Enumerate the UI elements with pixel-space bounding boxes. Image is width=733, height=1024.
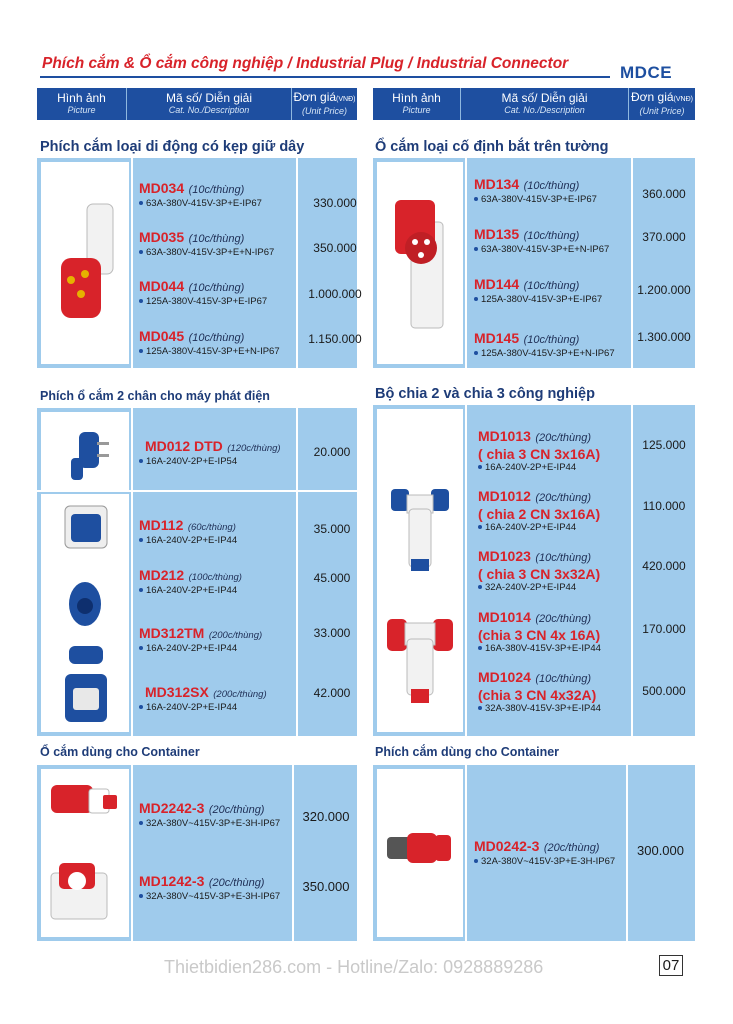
header-price: Đơn giá(VNĐ) (Unit Price) <box>630 90 693 116</box>
price: 350.000 <box>313 241 357 255</box>
price: 1.200.000 <box>637 283 691 297</box>
list-item: MD1012 (20c/thùng) ( chia 2 CN 3x16A) 16A-240V-2P+E-IP44 <box>478 488 601 533</box>
list-item: MD044 (10c/thùng) 125A-380V-415V-3P+E-IP67 <box>139 278 268 307</box>
header-picture: Hình ảnh Picture <box>37 88 127 120</box>
section-title-portable-plug: Phích cắm loại di động có kẹp giữ dây <box>40 139 305 155</box>
socket-group-icon <box>41 494 129 732</box>
price: 350.000 <box>302 879 350 894</box>
page-title: Phích cắm & Ổ cắm công nghiệp / Industrial Plug / Industrial Connector <box>42 55 569 72</box>
product-image <box>41 769 129 937</box>
list-item: MD312SX (200c/thùng) 16A-240V-2P+E-IP44 <box>139 684 267 714</box>
list-item: MD012 DTD (120c/thùng) 16A-240V-2P+E-IP54 <box>139 438 281 468</box>
price: 33.000 <box>313 626 351 640</box>
list-item: MD112 (60c/thùng) 16A-240V-2P+E-IP44 <box>139 517 238 546</box>
price: 360.000 <box>642 187 686 201</box>
title-underline <box>40 76 610 78</box>
price: 420.000 <box>642 559 686 573</box>
header-description: Mã số/ Diễn giải Cat. No./Description <box>461 88 629 120</box>
list-item: MD1013 (20c/thùng) ( chia 3 CN 3x16A) 16A-240V-2P+E-IP44 <box>478 428 601 473</box>
product-image <box>377 162 463 364</box>
list-item: MD144 (10c/thùng) 125A-380V-415V-3P+E-IP67 <box>474 276 603 305</box>
product-image <box>377 409 463 732</box>
list-item: MD2242-3 (20c/thùng) 32A-380V~415V-3P+E-3H-IP67 <box>139 800 281 829</box>
product-image <box>41 494 129 732</box>
page-number: 07 <box>659 955 683 976</box>
list-item: MD1242-3 (20c/thùng) 32A-380V~415V-3P+E-3H-IP67 <box>139 873 281 902</box>
product-image <box>41 412 129 490</box>
list-item: MD1024 (10c/thùng) (chia 3 CN 4x32A) 32A-380V-415V-3P+E-IP44 <box>478 669 601 714</box>
header-picture: Hình ảnh Picture <box>373 88 461 120</box>
list-item: MD1014 (20c/thùng) (chia 3 CN 4x 16A) 16A-380V-415V-3P+E-IP44 <box>478 609 601 654</box>
price: 330.000 <box>313 196 357 210</box>
splitter-icon <box>377 409 463 732</box>
brand-logo: MDCE <box>620 63 673 82</box>
panel-container-socket <box>37 765 357 941</box>
price: 500.000 <box>642 684 686 698</box>
list-item: MD135 (10c/thùng) 63A-380V-415V-3P+E+N-IP67 <box>474 226 610 255</box>
section-title-splitter: Bộ chia 2 và chia 3 công nghiệp <box>375 386 595 402</box>
footer-hotline: Thietbidien286.com - Hotline/Zalo: 0928889286 <box>164 957 544 977</box>
price: 370.000 <box>642 230 686 244</box>
product-image <box>41 162 129 364</box>
wall-socket-icon <box>377 162 463 364</box>
two-pin-plug-icon <box>41 412 129 490</box>
list-item: MD045 (10c/thùng) 125A-380V-415V-3P+E+N-IP67 <box>139 328 280 357</box>
price: 1.150.000 <box>308 332 362 346</box>
price: 20.000 <box>313 445 351 459</box>
container-socket-icon <box>41 769 129 937</box>
price: 125.000 <box>642 438 686 452</box>
price: 1.300.000 <box>637 330 691 344</box>
price: 320.000 <box>302 809 350 824</box>
section-title-container-plug: Phích cắm dùng cho Container <box>375 745 560 759</box>
section-title-container-socket: Ổ cắm dùng cho Container <box>40 745 200 759</box>
list-item: MD1023 (10c/thùng) ( chia 3 CN 3x32A) 32A-240V-2P+E-IP44 <box>478 548 601 593</box>
price: 170.000 <box>642 622 686 636</box>
list-item: MD145 (10c/thùng) 125A-380V-415V-3P+E+N-IP67 <box>474 330 615 359</box>
price: 300.000 <box>637 843 684 858</box>
price: 45.000 <box>313 571 351 585</box>
list-item: MD212 (100c/thùng) 16A-240V-2P+E-IP44 <box>139 567 242 596</box>
price: 35.000 <box>313 522 351 536</box>
section-title-wall-socket: Ổ cắm loại cố định bắt trên tường <box>375 139 609 155</box>
price: 42.000 <box>313 686 351 700</box>
section-title-generator-plug: Phích ổ cắm 2 chân cho máy phát điện <box>40 389 270 403</box>
table-header-left <box>37 88 357 120</box>
product-image <box>377 769 463 937</box>
price: 1.000.000 <box>308 287 362 301</box>
table-header-right <box>373 88 695 120</box>
list-item: MD035 (10c/thùng) 63A-380V-415V-3P+E+N-IP67 <box>139 229 275 258</box>
container-plug-icon <box>377 769 463 937</box>
list-item: MD0242-3 (20c/thùng) 32A-380V~415V-3P+E-3H-IP67 <box>474 838 616 867</box>
industrial-plug-icon <box>41 162 129 364</box>
list-item: MD134 (10c/thùng) 63A-380V-415V-3P+E-IP67 <box>474 176 597 205</box>
price: 110.000 <box>642 499 686 513</box>
list-item: MD034 (10c/thùng) 63A-380V-415V-3P+E-IP67 <box>139 180 262 209</box>
header-description: Mã số/ Diễn giải Cat. No./Description <box>127 88 292 120</box>
list-item: MD312TM (200c/thùng) 16A-240V-2P+E-IP44 <box>139 625 263 654</box>
header-price: Đơn giá(VNĐ) (Unit Price) <box>293 90 356 116</box>
